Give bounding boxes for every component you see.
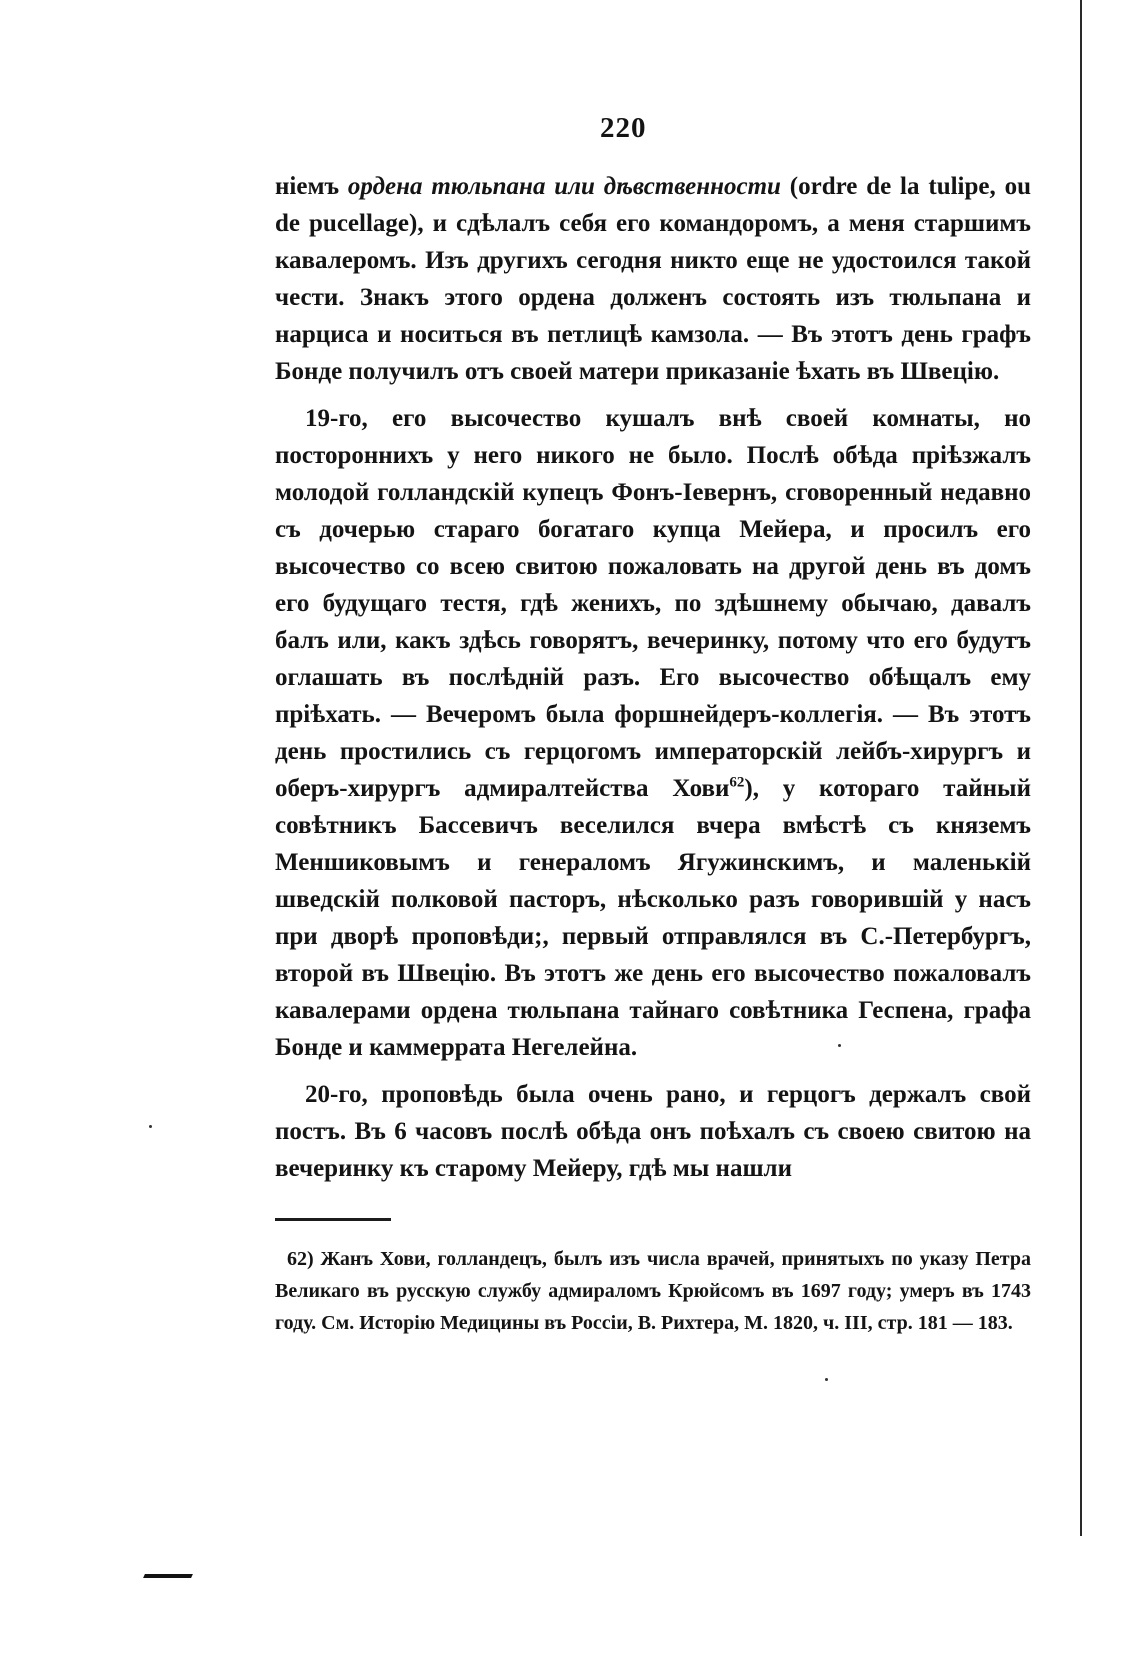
footnote-separator <box>275 1218 391 1221</box>
paragraph-3-text: 20-го, проповѣдь была очень рано, и герцогъ держалъ свой постъ. Въ 6 часовъ послѣ обѣда онъ поѣхалъ съ своею свитою на вечеринку къ старому Мейеру, гдѣ мы нашли <box>275 1081 1031 1182</box>
paragraph-2-before-ref: 19-го, его высочество кушалъ внѣ своей комнаты, но постороннихъ у него никого не было. Послѣ обѣда пріѣзжалъ молодой голландскій купецъ Фонъ-Іевернъ, сговоренный недавно съ дочерью стараго богатаго купца Мейера, и просилъ его высочество со всею свитою пожаловать на другой день въ домъ его будущаго тестя, гдѣ женихъ, по здѣшнему обычаю, давалъ балъ или, какъ здѣсь говорятъ, вечеринку, потому что его будутъ оглашать въ послѣдній разъ. Его высочество обѣщалъ ему пріѣхать. — Вечеромъ была форшнейдеръ-коллегія. — Въ этотъ день простились съ герцогомъ императорскій лейбъ-хирургъ и оберъ-хирургъ адмиралтейства Хови <box>275 405 1031 802</box>
paragraph-1-italic-phrase: ордена тюльпана или дѣвственности <box>347 173 781 200</box>
paragraph-1-rest: (ordre de la tulipe, ou de pucellage), и сдѣлалъ себя его командоромъ, а меня старшимъ кавалеромъ. Изъ другихъ сегодня никто еще не удостоился такой чести. Знакъ этого ордена долженъ состоять изъ тюльпана и нарциса и носиться въ петлицѣ камзола. — Въ этотъ день графъ Бонде получилъ отъ своей матери приказаніе ѣхать въ Швецію. <box>275 173 1031 385</box>
page-number: 220 <box>600 112 647 144</box>
paragraph-1 <box>275 168 1031 390</box>
scan-speck <box>825 1378 828 1381</box>
page-edge-rule <box>1080 0 1082 1536</box>
paragraph-3 <box>275 1076 1031 1187</box>
paragraph-2-after-ref: ), у котораго тайный совѣтникъ Бассевичъ веселился вчера вмѣстѣ съ княземъ Меншиковымъ и генераломъ Ягужинскимъ, и маленькій шведскій полковой пасторъ, нѣсколько разъ говорившій у насъ при дворѣ проповѣди;, первый отправлялся въ С.-Петербургъ, второй въ Швецію. Въ этотъ же день его высочество пожаловалъ кавалерами ордена тюльпана тайнаго совѣтника Геспена, графа Бонде и каммеррата Негелейна. <box>275 775 1031 1061</box>
body-text <box>275 168 1031 1197</box>
paragraph-1-lead: ніемъ <box>275 173 340 200</box>
footnote-reference[interactable]: 62 <box>729 774 745 791</box>
paragraph-2 <box>275 400 1031 1066</box>
scan-edge-mark <box>143 1574 193 1578</box>
scan-speck <box>838 1044 841 1047</box>
scan-speck <box>149 1125 152 1128</box>
footnote-62: 62) Жанъ Хови, голландецъ, былъ изъ числа врачей, принятыхъ по указу Петра Великаго въ русскую службу адмираломъ Крюйсомъ въ 1697 году; умеръ въ 1743 году. См. Исторію Медицины въ Россіи, В. Рихтера, М. 1820, ч. III, стр. 181 — 183. <box>275 1248 1031 1334</box>
